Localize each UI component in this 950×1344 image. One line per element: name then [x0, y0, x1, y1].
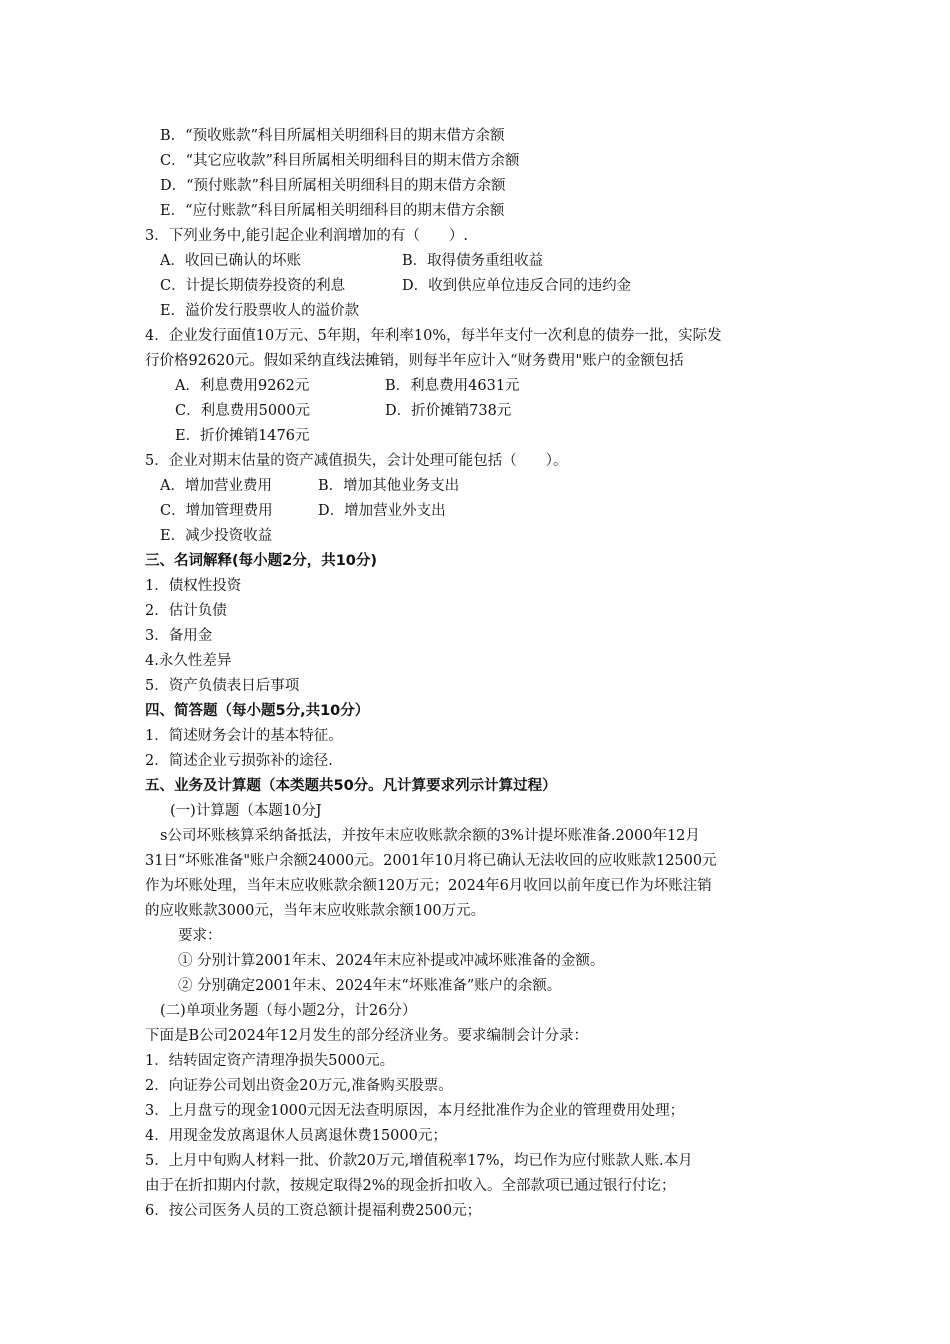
section-3-heading: 三、名词解释(每小题2分，共10分)	[145, 553, 378, 569]
q4-option-b: B．利息费用4631元	[385, 378, 520, 394]
term-2: 2．估计负债	[145, 603, 227, 619]
section-5-heading: 五、业务及计算题（本类题共50分。凡计算要求列示计算过程）	[145, 778, 557, 794]
option-d-line: D．“预付账款”科目所属相关明细科目的期末借方余额	[160, 178, 506, 194]
business-item-6: 6．按公司医务人员的工资总额计提福利费2500元；	[145, 1203, 482, 1219]
business-item-3: 3．上月盘亏的现金1000元因无法查明原因，本月经批准作为企业的管理费用处理；	[145, 1103, 685, 1119]
requirement-2: ② 分别确定2001年末、2024年末“坏账准备”账户的余额。	[178, 978, 562, 994]
option-b-line: B．“预收账款”科目所属相关明细科目的期末借方余额	[160, 128, 505, 144]
term-3: 3．备用金	[145, 628, 213, 644]
q4-option-e: E．折价摊销1476元	[175, 428, 310, 444]
business-item-5-line-1: 5．上月中旬购人材料一批、价款20万元,增值税率17%，均已作为应付账款人账.本月	[145, 1153, 693, 1169]
calc-para-line-1: s公司坏账核算采纳备抵法，并按年末应收账款余额的3%计提坏账准备.2000年12月	[160, 828, 700, 844]
subsection-single-business: (二)单项业务题（每小题2分，计26分）	[160, 1003, 417, 1019]
q5-option-e: E．减少投资收益	[160, 528, 273, 544]
q5-option-c: C．增加管理费用	[160, 503, 273, 519]
calc-para-line-2: 31日“坏账准备"账户余额24000元。2001年10月将已确认无法收回的应收账款12500元	[145, 853, 717, 869]
short-answer-2: 2．简述企业亏损弥补的途径.	[145, 753, 333, 769]
question-5: 5．企业对期末估量的资产减值损失，会计处理可能包括（ ）。	[145, 453, 568, 469]
business-item-4: 4．用现金发放离退休人员离退休费15000元；	[145, 1128, 447, 1144]
short-answer-1: 1．简述财务会计的基本特征。	[145, 728, 343, 744]
q3-option-b: B．取得债务重组收益	[402, 253, 544, 269]
business-intro: 下面是B公司2024年12月发生的部分经济业务。要求编制会计分录：	[145, 1028, 589, 1044]
business-item-5-line-2: 由于在折扣期内付款，按规定取得2%的现金折扣收入。全部款项已通过银行付讫；	[145, 1178, 676, 1194]
q4-option-d: D．折价摊销738元	[385, 403, 512, 419]
q5-option-d: D．增加营业外支出	[318, 503, 446, 519]
q4-option-c: C．利息费用5000元	[175, 403, 310, 419]
q3-option-d: D．收到供应单位违反合同的违约金	[402, 278, 632, 294]
subsection-calculation: (一)计算题（本题10分J	[170, 803, 322, 819]
q3-option-e: E．溢价发行股票收人的溢价款	[160, 303, 360, 319]
option-c-line: C．“其它应收款”科目所属相关明细科目的期末借方余额	[160, 153, 520, 169]
q3-option-a: A．收回已确认的坏账	[160, 253, 301, 269]
q3-option-c: C．计提长期债券投资的利息	[160, 278, 346, 294]
calc-para-line-3: 作为坏账处理，当年末应收账款余额120万元；2024年6月收回以前年度已作为坏账注销	[145, 878, 712, 894]
requirement-label: 要求：	[178, 928, 222, 944]
term-1: 1．债权性投资	[145, 578, 242, 594]
requirement-1: ① 分别计算2001年末、2024年末应补提或冲减坏账准备的金额。	[178, 953, 605, 969]
calc-para-line-4: 的应收账款3000元，当年末应收账款余额100万元。	[145, 903, 486, 919]
question-4-line-1: 4．企业发行面值10万元、5年期，年利率10%，每半年支付一次利息的债券一批，实际发	[145, 328, 722, 344]
q5-option-a: A．增加营业费用	[160, 478, 272, 494]
option-e-line: E．“应付账款”科目所属相关明细科目的期末借方余额	[160, 203, 505, 219]
q5-option-b: B．增加其他业务支出	[318, 478, 460, 494]
question-4-line-2: 行价格92620元。假如采纳直线法摊销，则每半年应计入“财务费用"账户的金额包括	[145, 353, 684, 369]
section-4-heading: 四、简答题（每小题5分,共10分）	[145, 703, 370, 719]
business-item-2: 2．向证券公司划出资金20万元,准备购买股票。	[145, 1078, 453, 1094]
term-5: 5．资产负债表日后事项	[145, 678, 300, 694]
term-4: 4.永久性差异	[145, 653, 232, 669]
question-3: 3．下列业务中,能引起企业利润增加的有（ ）.	[145, 228, 468, 244]
business-item-1: 1．结转固定资产清理净损失5000元。	[145, 1053, 395, 1069]
q4-option-a: A．利息费用9262元	[175, 378, 310, 394]
